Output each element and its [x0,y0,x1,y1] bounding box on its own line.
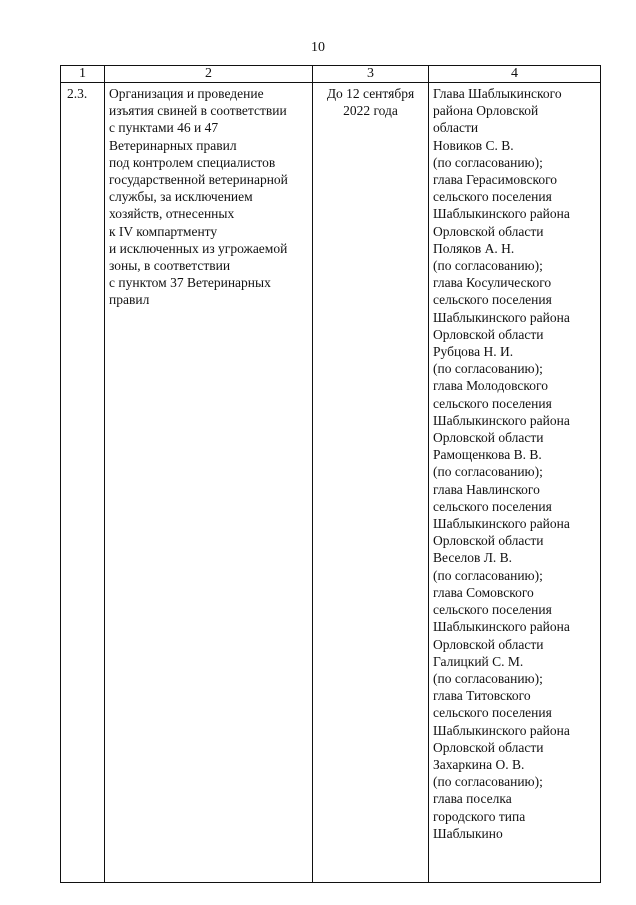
table-header-row [61,66,601,83]
description-line: службы, за исключением [109,189,253,205]
description-line: Ветеринарных правил [109,137,237,153]
responsible-line: глава Косулического [433,275,552,291]
responsible-line: глава Титовского [433,688,531,704]
responsible-line: сельского поселения [433,292,552,308]
deadline-line: До 12 сентября [326,86,415,101]
description-line: изъятия свиней в соответствии [109,103,287,119]
description-line: зоны, в соответствии [109,258,231,274]
description-line: к IV компартменту [109,223,218,239]
description-line: и исключенных из угрожаемой [109,240,288,256]
responsible-line: (по согласованию); [433,670,543,686]
deadline-line: 2022 года [343,103,398,119]
responsible-line: Поляков А. Н. [433,240,515,256]
responsible-line: (по согласованию); [433,258,543,274]
responsible-line: (по согласованию); [433,567,543,583]
description-line: с пунктом 37 Ветеринарных [109,275,271,291]
responsible-line: глава Герасимовского [433,172,558,188]
responsible-line: Шаблыкинского района [433,412,570,428]
description-line: государственной ветеринарной [109,172,288,188]
responsible-line: Орловской области [433,739,544,755]
responsible-line: (по согласованию); [433,774,543,790]
description-cell [105,83,313,883]
item-number: 2.3. [67,86,88,101]
description-text [105,83,312,309]
item-number-cell [61,83,105,883]
column-header-4: 4 [429,66,601,83]
responsible-line: сельского поселения [433,189,552,205]
column-header-2: 2 [105,66,313,83]
responsible-line: Орловской области [433,430,544,446]
responsible-cell [429,83,601,883]
table-row [61,83,601,883]
responsible-line: Шаблыкинского района [433,516,570,532]
responsible-line: Шаблыкинского района [433,309,570,325]
description-line: хозяйств, отнесенных [109,206,235,222]
responsible-line: (по согласованию); [433,154,543,170]
measures-table [60,65,601,883]
description-line: с пунктами 46 и 47 [109,120,219,136]
responsible-line: глава Навлинского [433,481,540,497]
responsible-line: Новиков С. В. [433,137,514,153]
page-number: 10 [311,40,325,55]
responsible-line: глава Молодовского [433,378,548,394]
responsible-line: Шаблыкино [433,825,503,841]
responsible-text [429,83,600,842]
responsible-line: Рубцова Н. И. [433,344,514,360]
column-header-1: 1 [61,66,105,83]
responsible-line: района Орловской [433,103,539,119]
responsible-line: области [433,120,479,136]
responsible-line: глава поселка [433,791,512,807]
responsible-line: Захаркина О. В. [433,756,525,772]
responsible-line: глава Сомовского [433,584,534,600]
responsible-line: (по согласованию); [433,464,543,480]
responsible-line: Галицкий С. М. [433,653,524,669]
responsible-line: городского типа [433,808,526,824]
responsible-line: Рамощенкова В. В. [433,447,542,463]
responsible-line: сельского поселения [433,602,552,618]
responsible-line: Глава Шаблыкинского [433,86,562,101]
responsible-line: сельского поселения [433,395,552,411]
responsible-line: сельского поселения [433,705,552,721]
responsible-line: (по согласованию); [433,361,543,377]
deadline-cell [313,83,429,883]
deadline-text [313,83,428,119]
responsible-line: Веселов Л. В. [433,550,513,566]
responsible-line: сельского поселения [433,498,552,514]
responsible-line: Орловской области [433,326,544,342]
responsible-line: Шаблыкинского района [433,206,570,222]
responsible-line: Шаблыкинского района [433,619,570,635]
responsible-line: Орловской области [433,223,544,239]
column-header-3: 3 [313,66,429,83]
description-line: под контролем специалистов [109,154,276,170]
description-line: правил [109,292,150,308]
responsible-line: Шаблыкинского района [433,722,570,738]
description-line: Организация и проведение [109,86,264,101]
responsible-line: Орловской области [433,533,544,549]
responsible-line: Орловской области [433,636,544,652]
